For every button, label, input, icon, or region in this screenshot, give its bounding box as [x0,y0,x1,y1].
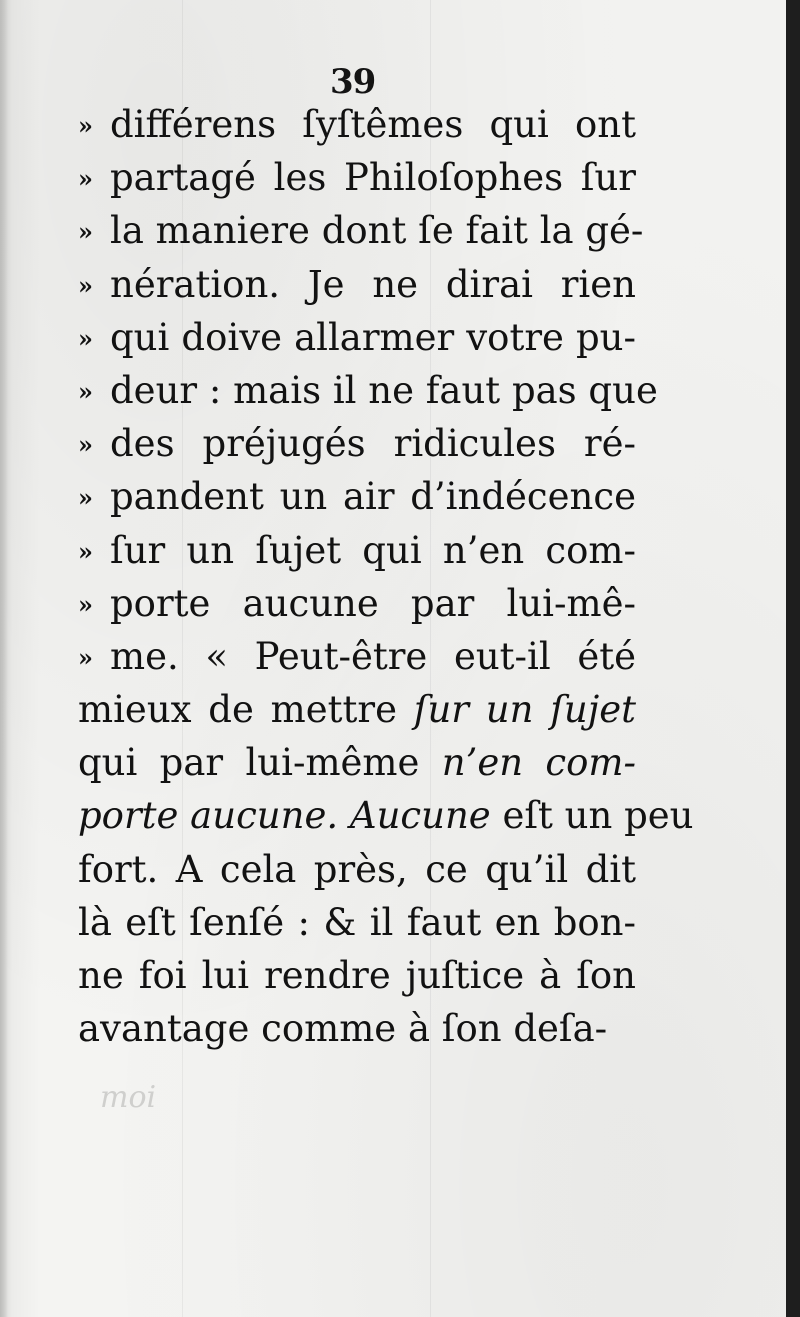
page-number: 39 [330,62,376,102]
line-text: qui par lui-même [78,741,442,785]
scan-edge [786,0,800,1317]
line-text: me. « Peut-être eut-il été [110,634,636,678]
line-text: mieux de mettre [78,688,414,732]
line-text: partagé les Philoſophes ſur [110,156,636,200]
gutter-shadow [0,0,8,1317]
text-line [78,736,636,789]
text-line [78,258,636,311]
text-line [78,949,636,1002]
text-line [78,151,636,204]
text-line [78,789,694,842]
line-text: des préjugés ridicules ré- [110,422,636,466]
quotation-mark: » [78,217,91,247]
quotation-mark: » [78,376,91,406]
quotation-mark: » [78,642,91,672]
bleed-through-text: moi [100,1080,157,1115]
line-text: différens ſyſtêmes qui ont [110,103,636,146]
italic-text: ſur un ſujet [413,688,636,732]
quotation-mark: » [78,536,91,566]
line-text: la maniere dont ſe fait la gé- [110,209,644,253]
line-text: avantage comme à ſon deſa- [78,1007,608,1051]
line-text: ne foi lui rendre juſtice à ſon [78,954,636,997]
text-line [78,843,636,896]
quotation-mark: » [78,483,91,513]
line-text: nération. Je ne dirai rien [110,262,636,306]
text-line [78,311,636,364]
text-line [78,417,636,470]
italic-text: porte aucune. Aucune [78,794,491,838]
text-line [78,524,636,577]
text-line [78,98,636,151]
line-text: qui doive allarmer votre pu- [110,315,636,359]
quotation-mark: » [78,164,91,194]
text-line [78,896,636,949]
line-text: fort. A cela près, ce qu’il dit [78,847,636,891]
italic-text: n’en com- [441,741,636,785]
line-text: ſur un ſujet qui n’en com- [110,528,636,572]
text-line [78,470,636,523]
line-text: eſt un peu [490,794,694,838]
text-line [78,204,644,257]
line-text: pandent un air d’indécence [110,475,636,519]
text-line [78,364,658,417]
quotation-mark: » [78,430,91,460]
text-line [78,1002,636,1055]
text-line [78,683,636,736]
text-line [78,630,636,683]
quotation-mark: » [78,589,91,619]
quotation-mark: » [78,111,91,140]
body-text [78,98,694,1055]
line-text: là eſt ſenſé : & il faut en bon- [78,900,636,944]
text-line [78,577,636,630]
line-text: deur : mais il ne faut pas que [110,368,658,412]
quotation-mark: » [78,270,91,300]
quotation-mark: » [78,323,91,353]
line-text: porte aucune par lui-mê- [110,581,636,625]
